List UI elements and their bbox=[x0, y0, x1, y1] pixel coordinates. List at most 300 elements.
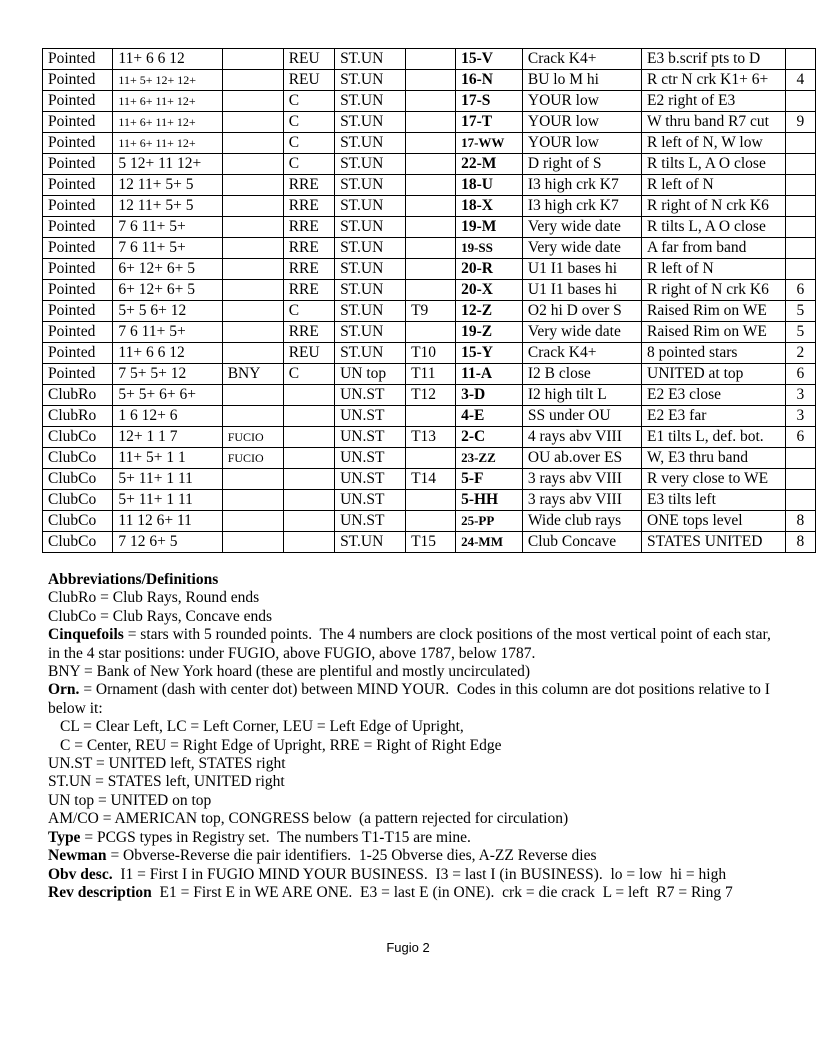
cinquefoils-cell: 7 6 11+ 5+ bbox=[113, 217, 222, 238]
shape-cell: ClubCo bbox=[43, 469, 113, 490]
definition-text: = PCGS types in Registry set. The numbers T1-T15 are mine. bbox=[80, 828, 471, 846]
hoard-cell bbox=[222, 259, 283, 280]
newman-cell: 16-N bbox=[456, 70, 523, 91]
hoard-cell bbox=[222, 322, 283, 343]
table-row bbox=[43, 364, 816, 385]
legend-cell: UN.ST bbox=[335, 406, 406, 427]
reverse-desc-cell: E2 E3 far bbox=[642, 406, 786, 427]
table-row bbox=[43, 175, 816, 196]
count-cell: 4 bbox=[785, 70, 815, 91]
definition-line bbox=[48, 866, 778, 884]
newman-cell: 19-M bbox=[456, 217, 523, 238]
definition-text: UN top = UNITED on top bbox=[48, 791, 212, 809]
legend-cell: UN.ST bbox=[335, 448, 406, 469]
ornament-cell bbox=[283, 532, 334, 553]
legend-cell: UN.ST bbox=[335, 469, 406, 490]
type-cell bbox=[406, 175, 456, 196]
count-cell: 3 bbox=[785, 406, 815, 427]
reverse-desc-cell: R right of N crk K6 bbox=[642, 280, 786, 301]
obverse-desc-cell: U1 I1 bases hi bbox=[522, 280, 641, 301]
definition-text: C = Center, REU = Right Edge of Upright, RRE = Right of Right Edge bbox=[60, 736, 502, 754]
ornament-cell: REU bbox=[283, 343, 334, 364]
shape-cell: Pointed bbox=[43, 49, 113, 70]
obverse-desc-cell: YOUR low bbox=[522, 91, 641, 112]
cinquefoils-cell: 11 12 6+ 11 bbox=[113, 511, 222, 532]
definition-line bbox=[48, 571, 778, 589]
ornament-cell bbox=[283, 385, 334, 406]
shape-cell: Pointed bbox=[43, 175, 113, 196]
newman-cell: 15-Y bbox=[456, 343, 523, 364]
cinquefoils-cell: 1 6 12+ 6 bbox=[113, 406, 222, 427]
count-cell bbox=[785, 490, 815, 511]
cinquefoils-cell: 5 12+ 11 12+ bbox=[113, 154, 222, 175]
obverse-desc-cell: Crack K4+ bbox=[522, 343, 641, 364]
ornament-cell: REU bbox=[283, 49, 334, 70]
legend-cell: ST.UN bbox=[335, 532, 406, 553]
definition-term: Cinquefoils bbox=[48, 626, 124, 644]
definition-text: ClubCo = Club Rays, Concave ends bbox=[48, 607, 273, 625]
newman-cell: 19-SS bbox=[456, 238, 523, 259]
legend-cell: UN top bbox=[335, 364, 406, 385]
cinquefoils-cell: 11+ 6+ 11+ 12+ bbox=[113, 133, 222, 154]
shape-cell: Pointed bbox=[43, 322, 113, 343]
definition-line bbox=[48, 737, 778, 755]
table-row bbox=[43, 301, 816, 322]
type-cell: T13 bbox=[406, 427, 456, 448]
reverse-desc-cell: R tilts L, A O close bbox=[642, 154, 786, 175]
obverse-desc-cell: I3 high crk K7 bbox=[522, 196, 641, 217]
definition-line bbox=[48, 792, 778, 810]
hoard-cell bbox=[222, 490, 283, 511]
newman-cell: 12-Z bbox=[456, 301, 523, 322]
count-cell bbox=[785, 49, 815, 70]
legend-cell: UN.ST bbox=[335, 511, 406, 532]
newman-cell: 11-A bbox=[456, 364, 523, 385]
definition-line bbox=[48, 884, 778, 902]
definition-text: ST.UN = STATES left, UNITED right bbox=[48, 773, 285, 791]
table-row bbox=[43, 322, 816, 343]
table-row bbox=[43, 49, 816, 70]
reverse-desc-cell: A far from band bbox=[642, 238, 786, 259]
type-cell bbox=[406, 49, 456, 70]
count-cell: 5 bbox=[785, 322, 815, 343]
definition-text: BNY = Bank of New York hoard (these are plentiful and mostly uncirculated) bbox=[48, 663, 531, 681]
table-row bbox=[43, 280, 816, 301]
definition-line bbox=[48, 829, 778, 847]
hoard-cell bbox=[222, 406, 283, 427]
table-row bbox=[43, 343, 816, 364]
obverse-desc-cell: 4 rays abv VIII bbox=[522, 427, 641, 448]
count-cell: 3 bbox=[785, 385, 815, 406]
legend-cell: ST.UN bbox=[335, 196, 406, 217]
ornament-cell: C bbox=[283, 301, 334, 322]
reverse-desc-cell: Raised Rim on WE bbox=[642, 322, 786, 343]
legend-cell: ST.UN bbox=[335, 238, 406, 259]
definition-text: CL = Clear Left, LC = Left Corner, LEU = Left Edge of Upright, bbox=[60, 718, 464, 736]
page-footer: Fugio 2 bbox=[386, 940, 430, 955]
type-cell bbox=[406, 217, 456, 238]
reverse-desc-cell: 8 pointed stars bbox=[642, 343, 786, 364]
obverse-desc-cell: U1 I1 bases hi bbox=[522, 259, 641, 280]
table-row bbox=[43, 532, 816, 553]
hoard-cell bbox=[222, 175, 283, 196]
table-row bbox=[43, 154, 816, 175]
hoard-cell bbox=[222, 133, 283, 154]
legend-cell: ST.UN bbox=[335, 259, 406, 280]
shape-cell: ClubCo bbox=[43, 490, 113, 511]
definition-term: Orn. bbox=[48, 681, 80, 699]
count-cell: 9 bbox=[785, 112, 815, 133]
table-row bbox=[43, 511, 816, 532]
obverse-desc-cell: OU ab.over ES bbox=[522, 448, 641, 469]
definition-text: AM/CO = AMERICAN top, CONGRESS below (a pattern rejected for circulation) bbox=[48, 810, 569, 828]
reverse-desc-cell: ONE tops level bbox=[642, 511, 786, 532]
hoard-cell bbox=[222, 217, 283, 238]
fugio-variety-table bbox=[42, 48, 816, 553]
count-cell bbox=[785, 448, 815, 469]
newman-cell: 3-D bbox=[456, 385, 523, 406]
definition-text: UN.ST = UNITED left, STATES right bbox=[48, 755, 286, 773]
ornament-cell: RRE bbox=[283, 175, 334, 196]
shape-cell: Pointed bbox=[43, 154, 113, 175]
table-row bbox=[43, 406, 816, 427]
legend-cell: ST.UN bbox=[335, 343, 406, 364]
shape-cell: Pointed bbox=[43, 112, 113, 133]
type-cell bbox=[406, 133, 456, 154]
type-cell: T12 bbox=[406, 385, 456, 406]
obverse-desc-cell: I2 high tilt L bbox=[522, 385, 641, 406]
newman-cell: 24-MM bbox=[456, 532, 523, 553]
newman-cell: 19-Z bbox=[456, 322, 523, 343]
type-cell: T11 bbox=[406, 364, 456, 385]
legend-cell: ST.UN bbox=[335, 217, 406, 238]
newman-cell: 17-S bbox=[456, 91, 523, 112]
definition-term: Obv desc. bbox=[48, 865, 113, 883]
count-cell: 8 bbox=[785, 511, 815, 532]
newman-cell: 2-C bbox=[456, 427, 523, 448]
definition-line bbox=[48, 608, 778, 626]
reverse-desc-cell: W thru band R7 cut bbox=[642, 112, 786, 133]
definition-line bbox=[48, 718, 778, 736]
ornament-cell: RRE bbox=[283, 217, 334, 238]
table-row bbox=[43, 217, 816, 238]
cinquefoils-cell: 5+ 5+ 6+ 6+ bbox=[113, 385, 222, 406]
table-row bbox=[43, 385, 816, 406]
hoard-cell bbox=[222, 196, 283, 217]
cinquefoils-cell: 11+ 6+ 11+ 12+ bbox=[113, 112, 222, 133]
hoard-cell bbox=[222, 238, 283, 259]
type-cell bbox=[406, 511, 456, 532]
ornament-cell: C bbox=[283, 154, 334, 175]
obverse-desc-cell: 3 rays abv VIII bbox=[522, 469, 641, 490]
hoard-cell bbox=[222, 469, 283, 490]
ornament-cell: RRE bbox=[283, 259, 334, 280]
ornament-cell: RRE bbox=[283, 280, 334, 301]
definition-line bbox=[48, 681, 778, 718]
count-cell: 6 bbox=[785, 364, 815, 385]
obverse-desc-cell: YOUR low bbox=[522, 133, 641, 154]
newman-cell: 15-V bbox=[456, 49, 523, 70]
type-cell bbox=[406, 238, 456, 259]
count-cell: 2 bbox=[785, 343, 815, 364]
shape-cell: Pointed bbox=[43, 364, 113, 385]
ornament-cell bbox=[283, 406, 334, 427]
definition-line bbox=[48, 810, 778, 828]
reverse-desc-cell: R right of N crk K6 bbox=[642, 196, 786, 217]
table-row bbox=[43, 238, 816, 259]
definition-line bbox=[48, 755, 778, 773]
reverse-desc-cell: W, E3 thru band bbox=[642, 448, 786, 469]
shape-cell: ClubCo bbox=[43, 532, 113, 553]
hoard-cell bbox=[222, 154, 283, 175]
type-cell: T14 bbox=[406, 469, 456, 490]
count-cell: 8 bbox=[785, 532, 815, 553]
definition-line bbox=[48, 773, 778, 791]
shape-cell: Pointed bbox=[43, 238, 113, 259]
cinquefoils-cell: 11+ 5+ 12+ 12+ bbox=[113, 70, 222, 91]
hoard-cell bbox=[222, 301, 283, 322]
newman-cell: 17-T bbox=[456, 112, 523, 133]
newman-cell: 4-E bbox=[456, 406, 523, 427]
newman-cell: 20-X bbox=[456, 280, 523, 301]
cinquefoils-cell: 7 6 11+ 5+ bbox=[113, 322, 222, 343]
shape-cell: Pointed bbox=[43, 280, 113, 301]
count-cell bbox=[785, 133, 815, 154]
cinquefoils-cell: 11+ 5+ 1 1 bbox=[113, 448, 222, 469]
cinquefoils-cell: 5+ 5 6+ 12 bbox=[113, 301, 222, 322]
ornament-cell: C bbox=[283, 112, 334, 133]
definition-line bbox=[48, 626, 778, 663]
hoard-cell: FUCIO bbox=[222, 427, 283, 448]
obverse-desc-cell: Very wide date bbox=[522, 322, 641, 343]
count-cell bbox=[785, 175, 815, 196]
abbreviations-definitions bbox=[48, 571, 778, 902]
count-cell bbox=[785, 217, 815, 238]
cinquefoils-cell: 7 5+ 5+ 12 bbox=[113, 364, 222, 385]
cinquefoils-cell: 12+ 1 1 7 bbox=[113, 427, 222, 448]
legend-cell: ST.UN bbox=[335, 280, 406, 301]
reverse-desc-cell: E1 tilts L, def. bot. bbox=[642, 427, 786, 448]
hoard-cell bbox=[222, 91, 283, 112]
count-cell bbox=[785, 238, 815, 259]
hoard-cell bbox=[222, 511, 283, 532]
cinquefoils-cell: 6+ 12+ 6+ 5 bbox=[113, 259, 222, 280]
hoard-cell bbox=[222, 385, 283, 406]
table-row bbox=[43, 469, 816, 490]
table-row bbox=[43, 112, 816, 133]
type-cell: T15 bbox=[406, 532, 456, 553]
ornament-cell: REU bbox=[283, 70, 334, 91]
definition-text: = Ornament (dash with center dot) between MIND YOUR. Codes in this column are dot positions relative to I below it: bbox=[48, 681, 774, 717]
obverse-desc-cell: Crack K4+ bbox=[522, 49, 641, 70]
count-cell bbox=[785, 469, 815, 490]
reverse-desc-cell: R ctr N crk K1+ 6+ bbox=[642, 70, 786, 91]
ornament-cell bbox=[283, 427, 334, 448]
reverse-desc-cell: R left of N bbox=[642, 175, 786, 196]
reverse-desc-cell: E2 right of E3 bbox=[642, 91, 786, 112]
hoard-cell bbox=[222, 343, 283, 364]
table-row bbox=[43, 490, 816, 511]
type-cell bbox=[406, 259, 456, 280]
count-cell: 6 bbox=[785, 280, 815, 301]
obverse-desc-cell: Very wide date bbox=[522, 238, 641, 259]
type-cell bbox=[406, 154, 456, 175]
type-cell bbox=[406, 70, 456, 91]
reverse-desc-cell: UNITED at top bbox=[642, 364, 786, 385]
ornament-cell: C bbox=[283, 133, 334, 154]
ornament-cell: RRE bbox=[283, 196, 334, 217]
cinquefoils-cell: 12 11+ 5+ 5 bbox=[113, 175, 222, 196]
shape-cell: ClubCo bbox=[43, 511, 113, 532]
type-cell bbox=[406, 280, 456, 301]
hoard-cell: BNY bbox=[222, 364, 283, 385]
legend-cell: ST.UN bbox=[335, 301, 406, 322]
shape-cell: Pointed bbox=[43, 217, 113, 238]
cinquefoils-cell: 11+ 6 6 12 bbox=[113, 343, 222, 364]
definition-line bbox=[48, 663, 778, 681]
shape-cell: ClubCo bbox=[43, 427, 113, 448]
reverse-desc-cell: E2 E3 close bbox=[642, 385, 786, 406]
ornament-cell bbox=[283, 490, 334, 511]
obverse-desc-cell: D right of S bbox=[522, 154, 641, 175]
reverse-desc-cell: R tilts L, A O close bbox=[642, 217, 786, 238]
ornament-cell: RRE bbox=[283, 322, 334, 343]
cinquefoils-cell: 6+ 12+ 6+ 5 bbox=[113, 280, 222, 301]
ornament-cell bbox=[283, 511, 334, 532]
definition-line bbox=[48, 589, 778, 607]
shape-cell: Pointed bbox=[43, 70, 113, 91]
newman-cell: 5-HH bbox=[456, 490, 523, 511]
shape-cell: Pointed bbox=[43, 259, 113, 280]
reverse-desc-cell: Raised Rim on WE bbox=[642, 301, 786, 322]
type-cell bbox=[406, 448, 456, 469]
newman-cell: 18-X bbox=[456, 196, 523, 217]
newman-cell: 5-F bbox=[456, 469, 523, 490]
shape-cell: Pointed bbox=[43, 91, 113, 112]
hoard-cell bbox=[222, 532, 283, 553]
obverse-desc-cell: O2 hi D over S bbox=[522, 301, 641, 322]
newman-cell: 18-U bbox=[456, 175, 523, 196]
obverse-desc-cell: I2 B close bbox=[522, 364, 641, 385]
definition-term: Newman bbox=[48, 847, 107, 865]
definition-term: Type bbox=[48, 828, 81, 846]
legend-cell: ST.UN bbox=[335, 112, 406, 133]
newman-cell: 20-R bbox=[456, 259, 523, 280]
type-cell: T10 bbox=[406, 343, 456, 364]
obverse-desc-cell: BU lo M hi bbox=[522, 70, 641, 91]
type-cell: T9 bbox=[406, 301, 456, 322]
type-cell bbox=[406, 322, 456, 343]
cinquefoils-cell: 5+ 11+ 1 11 bbox=[113, 469, 222, 490]
hoard-cell bbox=[222, 280, 283, 301]
reverse-desc-cell: E3 tilts left bbox=[642, 490, 786, 511]
legend-cell: ST.UN bbox=[335, 133, 406, 154]
ornament-cell: C bbox=[283, 364, 334, 385]
obverse-desc-cell: YOUR low bbox=[522, 112, 641, 133]
table-row bbox=[43, 196, 816, 217]
cinquefoils-cell: 7 12 6+ 5 bbox=[113, 532, 222, 553]
shape-cell: ClubRo bbox=[43, 385, 113, 406]
legend-cell: ST.UN bbox=[335, 70, 406, 91]
newman-cell: 25-PP bbox=[456, 511, 523, 532]
shape-cell: Pointed bbox=[43, 343, 113, 364]
table-row bbox=[43, 91, 816, 112]
legend-cell: ST.UN bbox=[335, 322, 406, 343]
hoard-cell: FUCIO bbox=[222, 448, 283, 469]
reverse-desc-cell: STATES UNITED bbox=[642, 532, 786, 553]
shape-cell: Pointed bbox=[43, 196, 113, 217]
newman-cell: 23-ZZ bbox=[456, 448, 523, 469]
cinquefoils-cell: 12 11+ 5+ 5 bbox=[113, 196, 222, 217]
count-cell bbox=[785, 154, 815, 175]
type-cell bbox=[406, 91, 456, 112]
count-cell bbox=[785, 259, 815, 280]
count-cell bbox=[785, 91, 815, 112]
legend-cell: ST.UN bbox=[335, 49, 406, 70]
newman-cell: 17-WW bbox=[456, 133, 523, 154]
ornament-cell bbox=[283, 469, 334, 490]
type-cell bbox=[406, 406, 456, 427]
ornament-cell bbox=[283, 448, 334, 469]
definition-line bbox=[48, 847, 778, 865]
shape-cell: ClubCo bbox=[43, 448, 113, 469]
shape-cell: ClubRo bbox=[43, 406, 113, 427]
count-cell: 5 bbox=[785, 301, 815, 322]
legend-cell: ST.UN bbox=[335, 91, 406, 112]
hoard-cell bbox=[222, 112, 283, 133]
obverse-desc-cell: Wide club rays bbox=[522, 511, 641, 532]
cinquefoils-cell: 11+ 6+ 11+ 12+ bbox=[113, 91, 222, 112]
hoard-cell bbox=[222, 49, 283, 70]
newman-cell: 22-M bbox=[456, 154, 523, 175]
legend-cell: UN.ST bbox=[335, 490, 406, 511]
obverse-desc-cell: I3 high crk K7 bbox=[522, 175, 641, 196]
definition-term: Abbreviations/Definitions bbox=[48, 571, 219, 588]
definition-term: Rev description bbox=[48, 883, 152, 901]
obverse-desc-cell: Very wide date bbox=[522, 217, 641, 238]
definition-text: E1 = First E in WE ARE ONE. E3 = last E (in ONE). crk = die crack L = left R7 = Ring 7 bbox=[151, 883, 733, 901]
legend-cell: ST.UN bbox=[335, 154, 406, 175]
reverse-desc-cell: R left of N, W low bbox=[642, 133, 786, 154]
cinquefoils-cell: 7 6 11+ 5+ bbox=[113, 238, 222, 259]
count-cell: 6 bbox=[785, 427, 815, 448]
legend-cell: UN.ST bbox=[335, 427, 406, 448]
table-row bbox=[43, 70, 816, 91]
cinquefoils-cell: 11+ 6 6 12 bbox=[113, 49, 222, 70]
reverse-desc-cell: R very close to WE bbox=[642, 469, 786, 490]
shape-cell: Pointed bbox=[43, 133, 113, 154]
definition-text: ClubRo = Club Rays, Round ends bbox=[48, 589, 260, 607]
reverse-desc-cell: E3 b.scrif pts to D bbox=[642, 49, 786, 70]
legend-cell: ST.UN bbox=[335, 175, 406, 196]
count-cell bbox=[785, 196, 815, 217]
ornament-cell: C bbox=[283, 91, 334, 112]
table-row bbox=[43, 427, 816, 448]
table-row bbox=[43, 133, 816, 154]
fugio-table-body bbox=[43, 49, 816, 553]
definition-text: I1 = First I in FUGIO MIND YOUR BUSINESS. I3 = last I (in BUSINESS). lo = low hi = high bbox=[112, 865, 727, 883]
hoard-cell bbox=[222, 70, 283, 91]
obverse-desc-cell: SS under OU bbox=[522, 406, 641, 427]
shape-cell: Pointed bbox=[43, 301, 113, 322]
reverse-desc-cell: R left of N bbox=[642, 259, 786, 280]
legend-cell: UN.ST bbox=[335, 385, 406, 406]
ornament-cell: RRE bbox=[283, 238, 334, 259]
table-row bbox=[43, 448, 816, 469]
type-cell bbox=[406, 196, 456, 217]
table-row bbox=[43, 259, 816, 280]
type-cell bbox=[406, 112, 456, 133]
